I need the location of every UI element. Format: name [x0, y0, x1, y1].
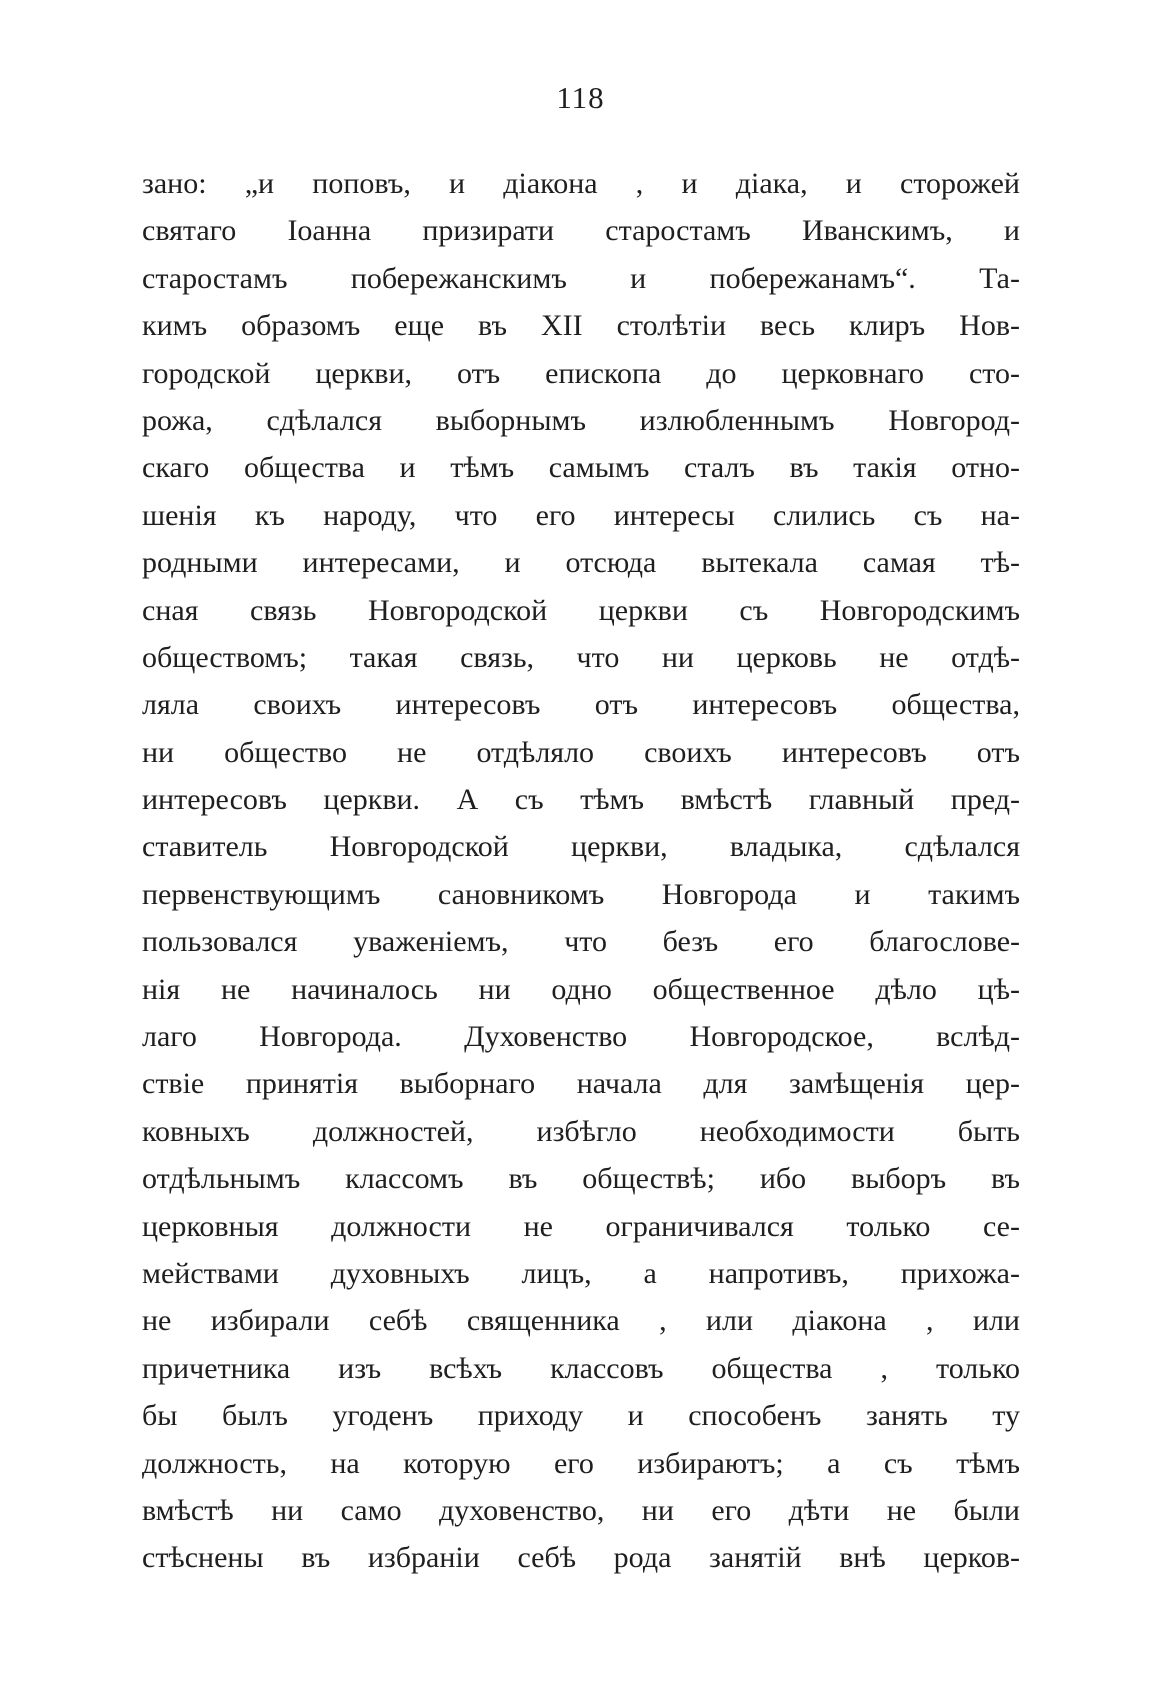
text-line: городской церкви, отъ епископа до церковнаго сто-: [142, 356, 1020, 390]
text-line: ни общество не отдѣляло своихъ интересовъ отъ: [142, 735, 1020, 769]
text-line: лаго Новгорода. Духовенство Новгородское, вслѣд-: [142, 1020, 1020, 1054]
text-line: сная связь Новгородской церкви съ Новгородскимъ: [142, 593, 1020, 627]
text-line: первенствующимъ сановникомъ Новгорода и такимъ: [142, 877, 1020, 911]
text-line: рожа, сдѣлался выборнымъ излюбленнымъ Новгород-: [142, 403, 1020, 437]
text-line: зано: „и поповъ, и діакона , и діака, и сторожей: [142, 167, 1020, 200]
text-line: ствіе принятія выборнаго начала для замѣщенія цер-: [142, 1067, 1020, 1101]
text-line: ляла своихъ интересовъ отъ интересовъ общества,: [142, 688, 1020, 722]
text-line: стѣснены въ избраніи себѣ рода занятій внѣ церков-: [142, 1541, 1020, 1575]
text-line: бы былъ угоденъ приходу и способенъ занять ту: [142, 1399, 1020, 1433]
text-line: нія не начиналось ни одно общественное дѣло цѣ-: [142, 972, 1020, 1006]
text-line: должность, на которую его избираютъ; а съ тѣмъ: [142, 1446, 1020, 1480]
text-line: шенія къ народу, что его интересы слились съ на-: [142, 498, 1020, 532]
text-line: ковныхъ должностей, избѣгло необходимости быть: [142, 1114, 1020, 1148]
text-line: святаго Іоанна призирати старостамъ Иванскимъ, и: [142, 214, 1020, 248]
text-line: церковныя должности не ограничивался только се-: [142, 1209, 1020, 1243]
text-line: мействами духовныхъ лицъ, а напротивъ, прихожа-: [142, 1256, 1020, 1290]
text-line: старостамъ побережанскимъ и побережанамъ“. Та-: [142, 261, 1020, 295]
text-line: интересовъ церкви. А съ тѣмъ вмѣстѣ главный пред-: [142, 783, 1020, 817]
body-text: [142, 160, 1020, 1582]
text-line: родными интересами, и отсюда вытекала самая тѣ-: [142, 546, 1020, 580]
text-line: вмѣстѣ ни само духовенство, ни его дѣти не были: [142, 1493, 1020, 1527]
text-line: причетника изъ всѣхъ классовъ общества , только: [142, 1351, 1020, 1385]
text-line: скаго общества и тѣмъ самымъ сталъ въ такія отно-: [142, 451, 1020, 485]
text-line: кимъ образомъ еще въ XII столѣтіи весь клиръ Нов-: [142, 309, 1020, 343]
page-number: 118: [556, 80, 605, 115]
text-line: ставитель Новгородской церкви, владыка, сдѣлался: [142, 830, 1020, 864]
text-line: не избирали себѣ священника , или діакона , или: [142, 1304, 1020, 1338]
text-line: пользовался уваженіемъ, что безъ его благослове-: [142, 925, 1020, 959]
text-line: обществомъ; такая связь, что ни церковь не отдѣ-: [142, 640, 1020, 674]
text-line: отдѣльнымъ классомъ въ обществѣ; ибо выборъ въ: [142, 1162, 1020, 1196]
